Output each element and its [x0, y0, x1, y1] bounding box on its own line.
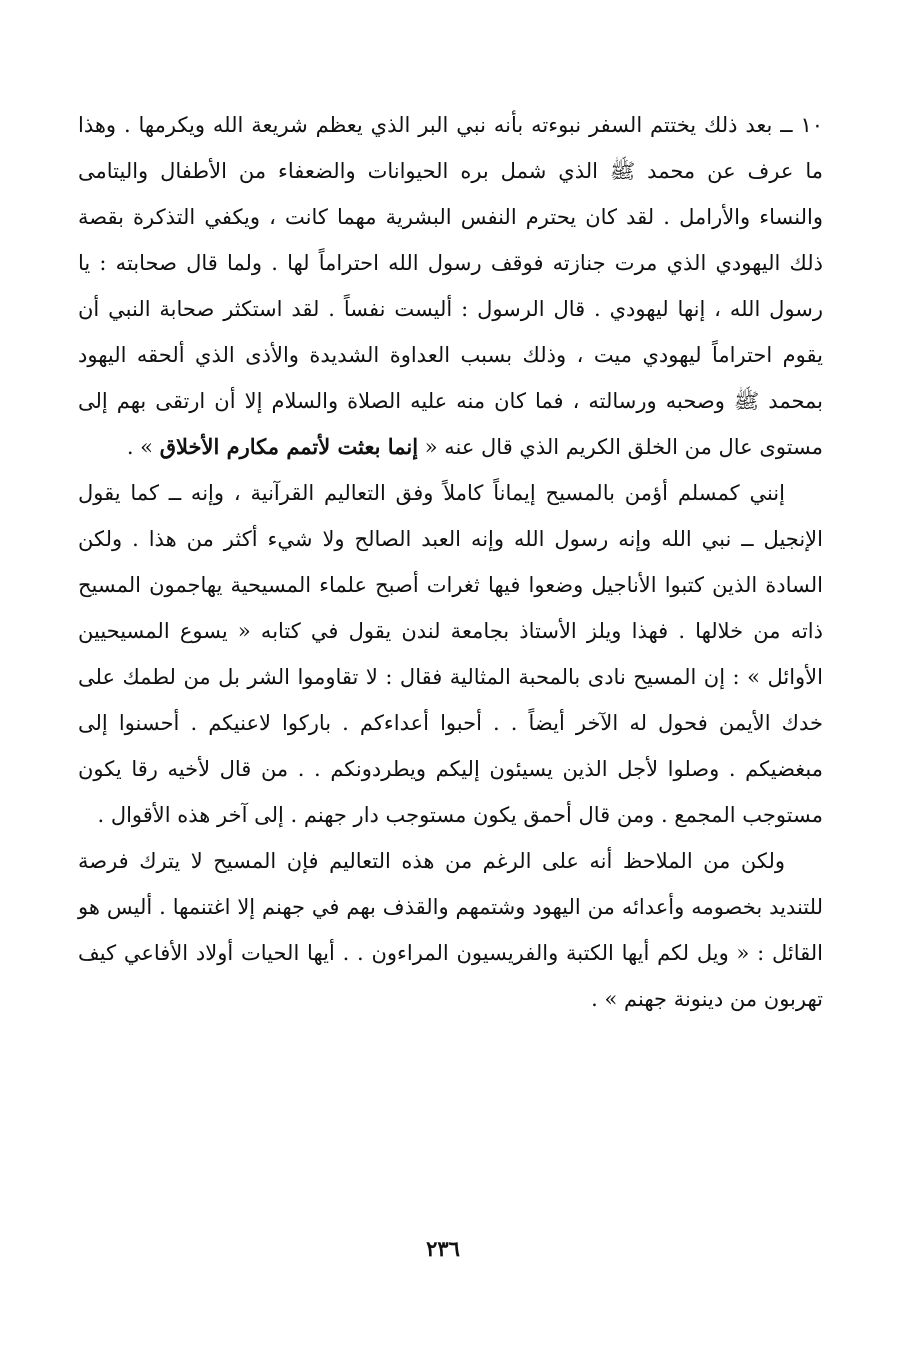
paragraph-messiah-condemnation: ولكن من الملاحظ أنه على الرغم من هذه التعاليم فإن المسيح لا يترك فرصة للتنديد بخصومه وأعدائه من اليهود وشتمهم والقذف بهم في جهنم إلا اغتنمها . أليس هو القائل : « ويل لكم أيها الكتبة والفريسيون المراءون . . أيها الحيات أولاد الأفاعي كيف تهربون من دينونة جهنم » . — [78, 849, 823, 1011]
page-number: ٢٣٦ — [426, 1236, 460, 1261]
hadith-quote: إنما بعثت لأتمم مكارم الأخلاق — [159, 434, 419, 459]
paragraph-10 — [78, 102, 823, 470]
paragraph-10-closing: » . — [126, 435, 160, 459]
page-body — [78, 102, 823, 1022]
paragraph-messiah-belief: إنني كمسلم أؤمن بالمسيح إيماناً كاملاً وفق التعاليم القرآنية ، وإنه ــ كما يقول الإنجيل ــ نبي الله وإنه رسول الله وإنه العبد الصالح ولا شيء أكثر من هذا . ولكن السادة الذين كتبوا الأناجيل وضعوا فيها ثغرات أصبح علماء المسيحية يهاجمون المسيح ذاته من خلالها . فهذا ويلز الأستاذ بجامعة لندن يقول في كتابه « يسوع المسيحيين الأوائل » : إن المسيح نادى بالمحبة المثالية فقال : لا تقاوموا الشر بل من لطمك على خدك الأيمن فحول له الآخر أيضاً . . أحبوا أعداءكم . باركوا لاعنيكم . أحسنوا إلى مبغضيكم . وصلوا لأجل الذين يسيئون إليكم ويطردونكم . . من قال لأخيه رقا يكون مستوجب المجمع . ومن قال أحمق يكون مستوجب دار جهنم . إلى آخر هذه الأقوال . — [78, 481, 823, 827]
paragraph-10-text: ١٠ ــ بعد ذلك يختتم السفر نبوءته بأنه نبي البر الذي يعظم شريعة الله ويكرمها . وهذا ما عرف عن محمد ﷺ الذي شمل بره الحيوانات والضعفاء من الأطفال واليتامى والنساء والأرامل . لقد كان يحترم النفس البشرية مهما كانت ، ويكفي التذكرة بقصة ذلك اليهودي الذي مرت جنازته فوقف رسول الله احتراماً لها . ولما قال صحابته : يا رسول الله ، إنها ليهودي . قال الرسول : أليست نفساً . لقد استكثر صحابة النبي أن يقوم احتراماً ليهودي ميت ، وذلك بسبب العداوة الشديدة والأذى الذي ألحقه اليهود بمحمد ﷺ وصحبه ورسالته ، فما كان منه عليه الصلاة والسلام إلا أن ارتقى بهم إلى مستوى عال من الخلق الكريم الذي قال عنه « — [78, 113, 823, 459]
